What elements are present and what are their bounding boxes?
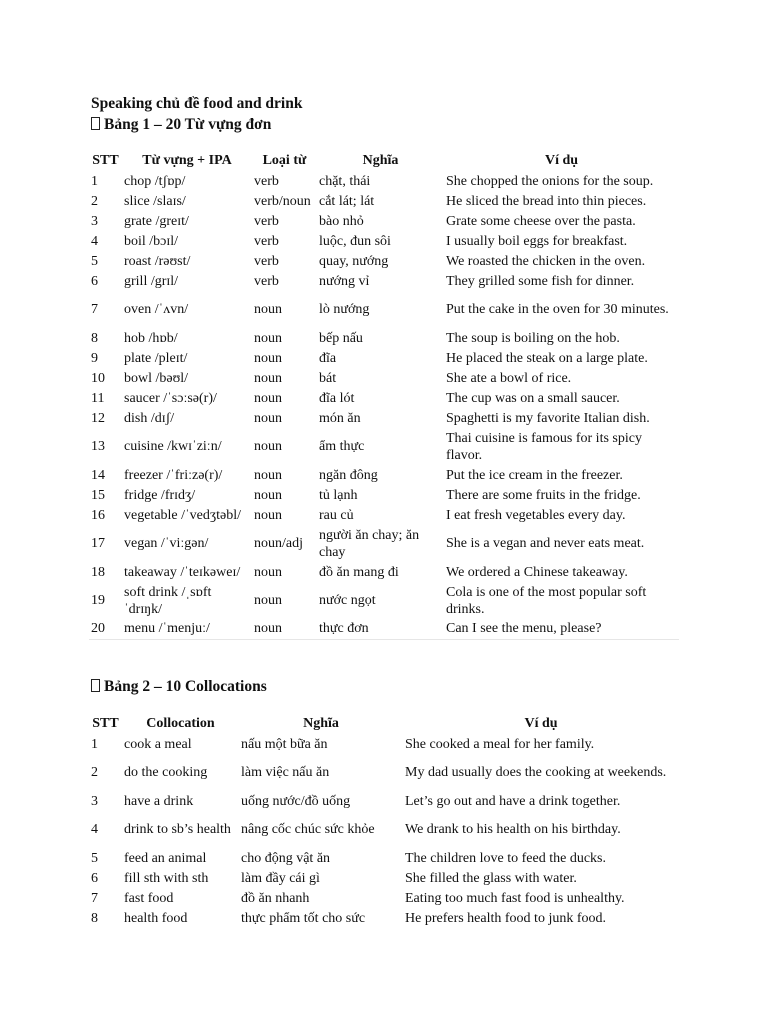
cell-stt: 1 [91, 736, 98, 752]
cell-stt: 18 [91, 564, 105, 580]
table-row [89, 562, 679, 582]
cell-stt: 3 [91, 793, 98, 809]
cell-stt: 4 [91, 822, 98, 837]
table-row [89, 368, 679, 388]
cell-meaning: nấu một bữa ăn [241, 736, 328, 752]
cell-type: verb [254, 213, 279, 229]
cell-stt: 3 [91, 213, 98, 229]
cell-collocation: cook a meal [124, 736, 192, 752]
cell-collocation: drink to sb’s health [124, 822, 231, 837]
table-row [89, 465, 679, 485]
cell-meaning: bát [319, 370, 337, 386]
cell-example: I usually boil eggs for breakfast. [446, 233, 628, 249]
cell-stt: 5 [91, 850, 98, 866]
cell-example: There are some fruits in the fridge. [446, 487, 641, 503]
cell-type: noun [254, 487, 282, 503]
cell-meaning: quay, nướng [319, 253, 389, 269]
cell-stt: 20 [91, 621, 105, 637]
cell-word: fridge /frɪdʒ/ [124, 487, 196, 503]
cell-meaning: đĩa [319, 350, 337, 366]
cell-word: soft drink /ˌsɒft ˈdrɪŋk/ [124, 584, 212, 617]
cell-meaning: rau củ [319, 507, 354, 523]
cell-meaning: ẩm thực [319, 439, 365, 454]
table-header-row [89, 150, 679, 171]
cell-stt: 6 [91, 273, 98, 289]
cell-stt: 11 [91, 390, 105, 406]
cell-example: Grate some cheese over the pasta. [446, 213, 636, 229]
cell-word: saucer /ˈsɔːsə(r)/ [124, 390, 217, 406]
table-row [89, 582, 679, 619]
cell-word: takeaway /ˈteɪkəweɪ/ [124, 564, 241, 580]
col-header-collocation: Collocation [146, 716, 215, 731]
cell-type: noun [254, 302, 282, 317]
cell-word: vegan /ˈviːgən/ [124, 536, 209, 551]
table-row [89, 619, 679, 639]
cell-example: My dad usually does the cooking at weekends. [405, 765, 667, 780]
cell-stt: 4 [91, 233, 98, 249]
cell-example: We drank to his health on his birthday. [405, 822, 621, 837]
checkbox-glyph-icon [91, 679, 100, 692]
cell-collocation: do the cooking [124, 765, 208, 780]
table-row [89, 428, 679, 465]
table1-heading [91, 115, 271, 134]
cell-type: noun [254, 390, 282, 406]
cell-meaning: món ăn [319, 410, 361, 426]
cell-stt: 9 [91, 350, 98, 366]
table-row [89, 754, 679, 791]
col-header-type: Loại từ [262, 153, 307, 168]
cell-meaning: nâng cốc chúc sức khỏe [241, 822, 375, 837]
cell-type: noun [254, 621, 282, 637]
vocabulary-table [89, 150, 679, 640]
cell-stt: 6 [91, 870, 98, 886]
cell-type: verb [254, 253, 279, 269]
cell-example: Spaghetti is my favorite Italian dish. [446, 410, 650, 426]
col-header-stt: STT [92, 716, 119, 731]
cell-collocation: have a drink [124, 793, 194, 809]
table-row [89, 791, 679, 811]
table-row [89, 525, 679, 562]
cell-word: grate /greɪt/ [124, 213, 189, 229]
cell-example: Can I see the menu, please? [446, 621, 602, 637]
cell-type: verb [254, 173, 279, 189]
cell-type: noun/adj [254, 536, 303, 551]
cell-type: verb/noun [254, 193, 311, 209]
table-row [89, 291, 679, 328]
cell-stt: 5 [91, 253, 98, 269]
cell-meaning: cắt lát; lát [319, 193, 375, 209]
cell-word: hob /hɒb/ [124, 330, 178, 346]
table-row [89, 231, 679, 251]
cell-meaning: đồ ăn mang đi [319, 564, 399, 580]
table-row [89, 348, 679, 368]
cell-word: vegetable /ˈvedʒtəbl/ [124, 507, 241, 523]
table-row [89, 888, 679, 908]
cell-word: plate /pleɪt/ [124, 350, 188, 366]
cell-stt: 2 [91, 765, 98, 780]
cell-stt: 15 [91, 487, 105, 503]
cell-meaning: bếp nấu [319, 330, 363, 346]
cell-stt: 8 [91, 330, 98, 346]
col-header-example: Ví dụ [544, 153, 579, 168]
cell-word: roast /rəʊst/ [124, 253, 191, 269]
table-row [89, 908, 679, 928]
cell-stt: 14 [91, 467, 105, 483]
cell-example: I eat fresh vegetables every day. [446, 507, 626, 523]
cell-stt: 12 [91, 410, 105, 426]
cell-word: chop /tʃɒp/ [124, 173, 186, 189]
cell-meaning: nướng vỉ [319, 273, 370, 289]
col-header-stt: STT [92, 153, 119, 168]
cell-type: noun [254, 370, 282, 386]
col-header-example: Ví dụ [524, 716, 558, 731]
table-row [89, 485, 679, 505]
cell-stt: 7 [91, 890, 98, 906]
table-row [89, 211, 679, 231]
cell-word: boil /bɔɪl/ [124, 233, 179, 249]
col-header-word: Từ vựng + IPA [142, 153, 232, 168]
cell-stt: 7 [91, 302, 98, 317]
cell-stt: 1 [91, 173, 98, 189]
cell-meaning: chặt, thái [319, 173, 371, 189]
col-header-meaning: Nghĩa [362, 153, 399, 168]
cell-word: cuisine /kwɪˈziːn/ [124, 439, 222, 454]
table-row [89, 251, 679, 271]
cell-meaning: đồ ăn nhanh [241, 890, 310, 906]
cell-meaning: làm việc nấu ăn [241, 765, 330, 780]
cell-type: verb [254, 273, 279, 289]
cell-meaning: đĩa lót [319, 390, 355, 406]
cell-example: She is a vegan and never eats meat. [446, 536, 645, 551]
cell-example: They grilled some fish for dinner. [446, 273, 635, 289]
cell-word: oven /ˈʌvn/ [124, 302, 189, 317]
cell-word: bowl /bəʊl/ [124, 370, 189, 386]
table-row [89, 271, 679, 291]
table-row [89, 734, 679, 754]
table-row [89, 848, 679, 868]
table-row [89, 811, 679, 848]
cell-example: She chopped the onions for the soup. [446, 173, 654, 189]
table-header-row [89, 713, 679, 734]
cell-type: noun [254, 507, 282, 523]
cell-stt: 10 [91, 370, 105, 386]
cell-meaning: thực đơn [319, 621, 369, 637]
cell-word: grill /grɪl/ [124, 273, 179, 289]
cell-stt: 2 [91, 193, 98, 209]
cell-stt: 17 [91, 536, 105, 551]
cell-meaning: luộc, đun sôi [319, 233, 391, 249]
cell-type: noun [254, 564, 282, 580]
cell-word: slice /slaɪs/ [124, 193, 186, 209]
cell-stt: 13 [91, 439, 105, 454]
cell-meaning: làm đầy cái gì [241, 870, 320, 886]
cell-collocation: health food [124, 910, 188, 926]
checkbox-glyph-icon [91, 117, 100, 130]
table-row [89, 388, 679, 408]
cell-example: Let’s go out and have a drink together. [405, 793, 621, 809]
cell-type: noun [254, 593, 282, 608]
cell-meaning: ngăn đông [319, 467, 378, 483]
cell-example: She filled the glass with water. [405, 870, 577, 886]
table-row [89, 505, 679, 525]
cell-type: noun [254, 467, 282, 483]
cell-example: She cooked a meal for her family. [405, 736, 595, 752]
cell-meaning: uống nước/đồ uống [241, 793, 351, 809]
document-title: Speaking chủ đề food and drink [91, 95, 303, 112]
table-row [89, 868, 679, 888]
cell-example: Cola is one of the most popular soft drinks. [446, 584, 647, 617]
cell-example: She ate a bowl of rice. [446, 370, 572, 386]
cell-meaning: cho động vật ăn [241, 850, 331, 866]
cell-meaning: người ăn chay; ăn chay [319, 527, 420, 560]
cell-example: We ordered a Chinese takeaway. [446, 564, 628, 580]
table-row [89, 171, 679, 191]
cell-example: Put the ice cream in the freezer. [446, 467, 623, 483]
cell-meaning: thực phẩm tốt cho sức [241, 910, 366, 926]
table2-heading [91, 677, 267, 696]
cell-type: noun [254, 350, 282, 366]
cell-word: freezer /ˈfriːzə(r)/ [124, 467, 223, 483]
cell-type: noun [254, 410, 282, 426]
cell-stt: 19 [91, 593, 105, 608]
cell-type: noun [254, 330, 282, 346]
cell-word: dish /dɪʃ/ [124, 410, 175, 426]
cell-example: He placed the steak on a large plate. [446, 350, 648, 366]
cell-example: We roasted the chicken in the oven. [446, 253, 646, 269]
col-header-meaning: Nghĩa [303, 716, 339, 731]
cell-meaning: nước ngọt [319, 593, 376, 608]
cell-example: The cup was on a small saucer. [446, 390, 620, 406]
cell-type: noun [254, 439, 282, 454]
cell-example: He sliced the bread into thin pieces. [446, 193, 647, 209]
cell-word: menu /ˈmenjuː/ [124, 621, 210, 637]
cell-meaning: bào nhỏ [319, 213, 364, 229]
table-row [89, 191, 679, 211]
cell-meaning: tủ lạnh [319, 487, 358, 503]
cell-stt: 16 [91, 507, 105, 523]
collocations-table [89, 713, 679, 928]
table2-heading-text: Bảng 2 – 10 Collocations [104, 678, 267, 695]
cell-example: Put the cake in the oven for 30 minutes. [446, 302, 669, 317]
table-row [89, 408, 679, 428]
table-row [89, 328, 679, 348]
cell-example: The soup is boiling on the hob. [446, 330, 620, 346]
cell-collocation: feed an animal [124, 850, 207, 866]
cell-example: Eating too much fast food is unhealthy. [405, 890, 625, 906]
cell-collocation: fill sth with sth [124, 870, 209, 886]
cell-type: verb [254, 233, 279, 249]
cell-example: The children love to feed the ducks. [405, 850, 606, 866]
cell-example: Thai cuisine is famous for its spicy flavor. [446, 430, 642, 463]
cell-meaning: lò nướng [319, 302, 370, 317]
cell-example: He prefers health food to junk food. [405, 910, 606, 926]
cell-collocation: fast food [124, 890, 174, 906]
table1-heading-text: Bảng 1 – 20 Từ vựng đơn [104, 116, 272, 133]
cell-stt: 8 [91, 910, 98, 926]
